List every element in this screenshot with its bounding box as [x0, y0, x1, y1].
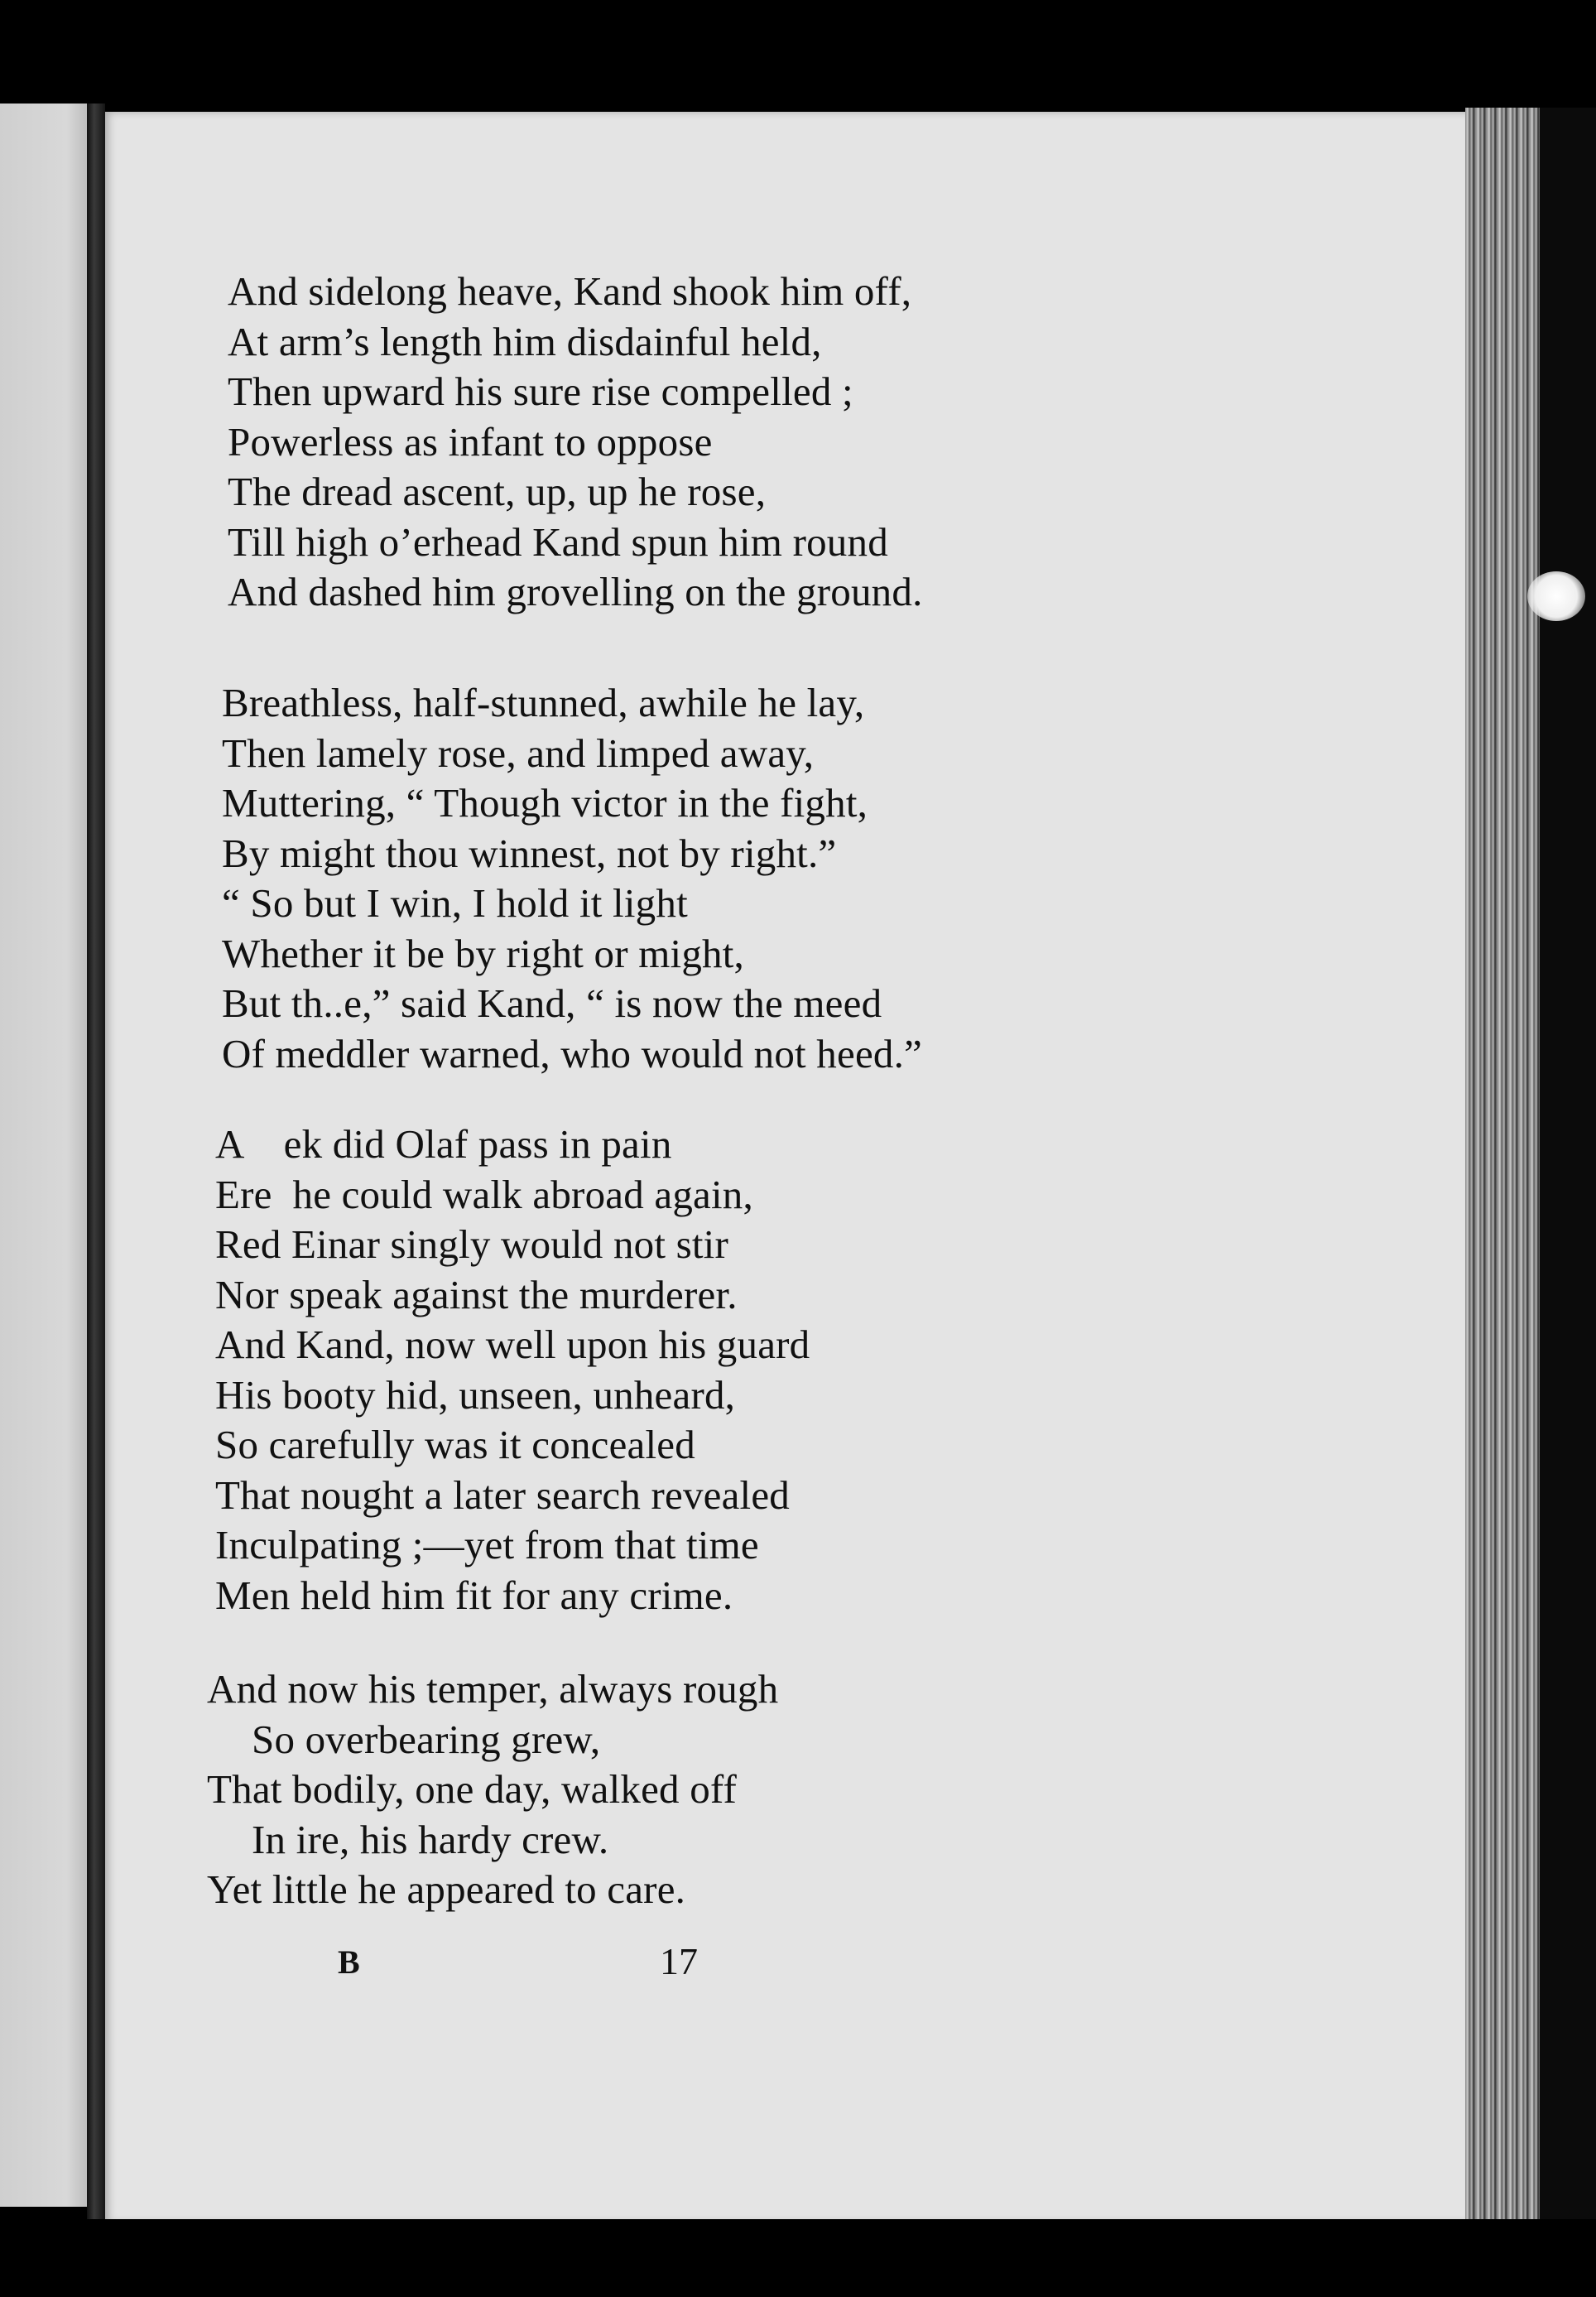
poem-line: Powerless as infant to oppose [228, 418, 713, 465]
stanza-3 [215, 1120, 810, 1620]
poem-line: At arm’s length him disdainful held, [228, 318, 822, 364]
poem-line: Nor speak against the murderer. [215, 1271, 738, 1317]
poem-line: And sidelong heave, Kand shook him off, [228, 268, 912, 314]
poem-line: Whether it be by right or might, [222, 930, 745, 976]
poem-line: But th..e,” said Kand, “ is now the meed [222, 980, 882, 1026]
poem-line: In ire, his hardy crew. [252, 1816, 609, 1862]
poem-line: Breathless, half-stunned, awhile he lay, [222, 680, 865, 725]
stanza-2 [222, 678, 922, 1079]
stanza-4 [207, 1664, 778, 1915]
facing-page-edge [0, 104, 95, 2207]
poem-line: Ere he could walk abroad again, [215, 1171, 753, 1217]
poem-line: By might thou winnest, not by right.” [222, 830, 837, 876]
stanza-1 [228, 267, 923, 618]
page-fore-edge [1465, 108, 1546, 2227]
poem-line: So carefully was it concealed [215, 1422, 695, 1467]
scan-border-top [0, 0, 1596, 108]
poem-line: That bodily, one day, walked off [207, 1766, 738, 1812]
poem-line: So overbearing grew, [252, 1716, 601, 1762]
poem-line: And now his temper, always rough [207, 1666, 779, 1712]
poem-line: Inculpating ;—yet from that time [215, 1522, 759, 1567]
poem-line: That nought a later search revealed [215, 1471, 791, 1518]
poem-line: “ So but I win, I hold it light [222, 880, 688, 926]
poem-line: Then upward his sure rise compelled ; [228, 368, 853, 414]
poem-line: Men held him fit for any crime. [215, 1572, 733, 1618]
poem-line: And Kand, now well upon his guard [215, 1322, 810, 1367]
poem-line: Yet little he appeared to care. [207, 1866, 686, 1912]
poem-line: Of meddler warned, who would not heed.” [222, 1030, 922, 1076]
poem-line: A ek did Olaf pass in pain [215, 1121, 672, 1167]
poem-line: Till high o’erhead Kand spun him round [228, 518, 888, 565]
page-number: 17 [660, 1940, 698, 1982]
poem-line: Muttering, “ Though victor in the fight, [222, 780, 868, 826]
signature-mark: B [338, 1943, 360, 1981]
paper-blemish [1527, 571, 1585, 621]
poem-line: And dashed him grovelling on the ground. [228, 569, 923, 614]
poem-line: His booty hid, unseen, unheard, [215, 1371, 736, 1418]
poem-line: Then lamely rose, and limped away, [222, 730, 815, 776]
scan-border-right [1540, 108, 1596, 2297]
poem-line: The dread ascent, up, up he rose, [228, 469, 767, 514]
poem-line: Red Einar singly would not stir [215, 1221, 729, 1267]
scan-border-bottom [0, 2219, 1596, 2297]
book-gutter [87, 104, 105, 2223]
